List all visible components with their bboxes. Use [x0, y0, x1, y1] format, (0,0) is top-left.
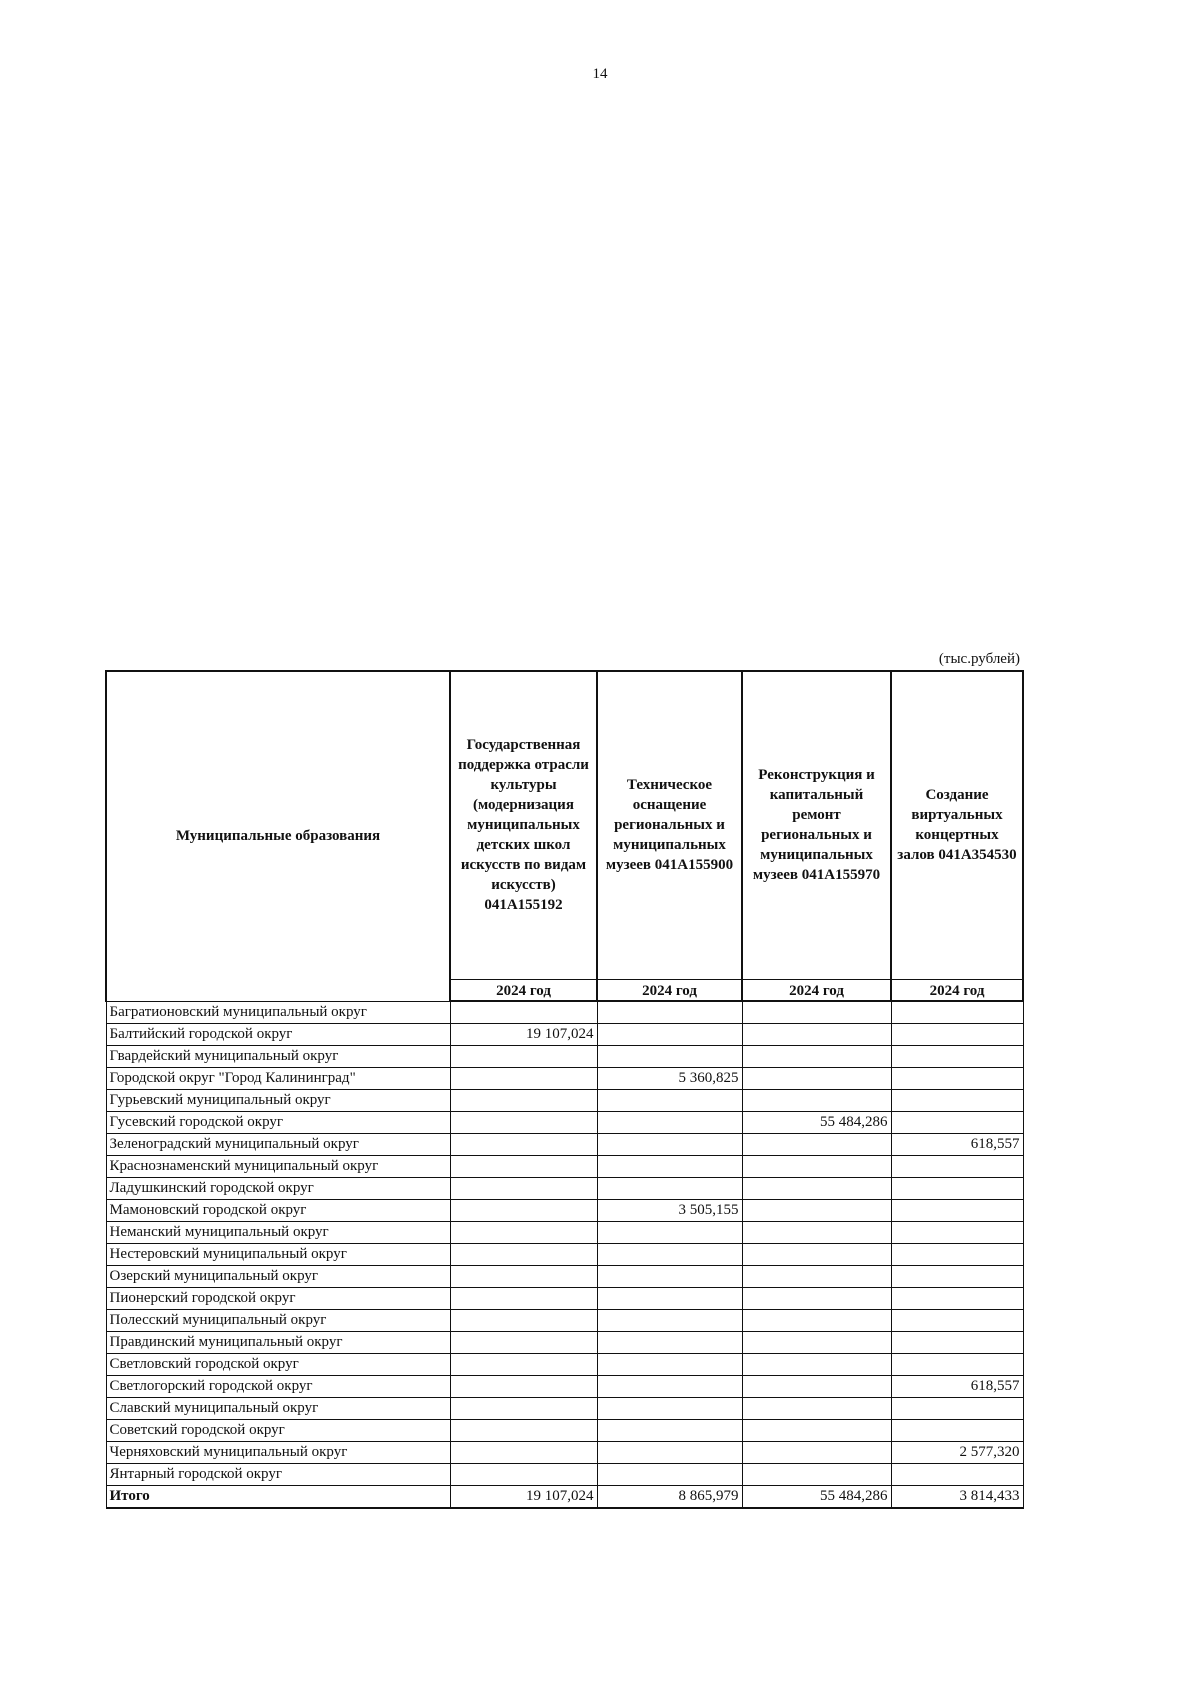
municipality-name: Городской округ "Город Калининград"	[106, 1067, 450, 1089]
amount-cell	[450, 1111, 597, 1133]
amount-cell	[597, 1045, 742, 1067]
table-row	[106, 1331, 1023, 1353]
municipality-name: Нестеровский муниципальный округ	[106, 1243, 450, 1265]
column-header-municipalities: Муниципальные образования	[106, 671, 450, 1001]
table-row	[106, 1089, 1023, 1111]
amount-cell	[450, 1265, 597, 1287]
amount-cell	[891, 1243, 1023, 1265]
municipality-name: Светлогорский городской округ	[106, 1375, 450, 1397]
amount-cell	[891, 1309, 1023, 1331]
table-row	[106, 1111, 1023, 1133]
amount-cell	[597, 1375, 742, 1397]
amount-cell	[891, 1265, 1023, 1287]
total-amount-cell: 3 814,433	[891, 1485, 1023, 1508]
municipality-name: Черняховский муниципальный округ	[106, 1441, 450, 1463]
amount-cell	[597, 1287, 742, 1309]
municipality-name: Советский городской округ	[106, 1419, 450, 1441]
municipality-name: Гусевский городской округ	[106, 1111, 450, 1133]
page-number: 14	[592, 66, 608, 82]
municipality-name: Правдинский муниципальный округ	[106, 1331, 450, 1353]
municipality-name: Гвардейский муниципальный округ	[106, 1045, 450, 1067]
amount-cell	[742, 1177, 891, 1199]
amount-cell	[891, 1419, 1023, 1441]
table-row	[106, 1155, 1023, 1177]
amount-cell	[891, 1199, 1023, 1221]
table-row	[106, 1287, 1023, 1309]
amount-cell	[742, 1045, 891, 1067]
amount-cell	[742, 1309, 891, 1331]
year-header: 2024 год	[450, 979, 597, 1001]
municipality-name: Багратионовский муниципальный округ	[106, 1001, 450, 1023]
municipality-name: Краснознаменский муниципальный округ	[106, 1155, 450, 1177]
amount-cell	[597, 1221, 742, 1243]
amount-cell	[891, 1089, 1023, 1111]
amount-cell	[742, 1221, 891, 1243]
amount-cell: 3 505,155	[597, 1199, 742, 1221]
municipality-name: Гурьевский муниципальный округ	[106, 1089, 450, 1111]
amount-cell	[891, 1001, 1023, 1023]
table-row	[106, 1265, 1023, 1287]
total-row	[106, 1485, 1023, 1508]
municipality-name: Зеленоградский муниципальный округ	[106, 1133, 450, 1155]
amount-cell: 618,557	[891, 1133, 1023, 1155]
amount-cell	[891, 1111, 1023, 1133]
amount-cell	[742, 1331, 891, 1353]
amount-cell	[597, 1397, 742, 1419]
total-amount-cell: 55 484,286	[742, 1485, 891, 1508]
year-header: 2024 год	[742, 979, 891, 1001]
amount-cell	[597, 1353, 742, 1375]
amount-cell	[742, 1133, 891, 1155]
amount-cell	[450, 1001, 597, 1023]
amount-cell	[597, 1331, 742, 1353]
amount-cell	[891, 1155, 1023, 1177]
amount-cell	[450, 1331, 597, 1353]
amount-cell	[450, 1243, 597, 1265]
amount-cell	[891, 1397, 1023, 1419]
year-header: 2024 год	[597, 979, 742, 1001]
municipality-name: Славский муниципальный округ	[106, 1397, 450, 1419]
amount-cell	[891, 1221, 1023, 1243]
municipality-name: Мамоновский городской округ	[106, 1199, 450, 1221]
table-row	[106, 1133, 1023, 1155]
column-header-concert-halls: Создание виртуальных концертных залов 041A354530	[891, 671, 1023, 979]
amount-cell	[597, 1001, 742, 1023]
amount-cell	[597, 1419, 742, 1441]
amount-cell	[742, 1089, 891, 1111]
total-amount-cell: 19 107,024	[450, 1485, 597, 1508]
amount-cell	[742, 1419, 891, 1441]
amount-cell	[597, 1133, 742, 1155]
amount-cell	[742, 1243, 891, 1265]
amount-cell	[450, 1287, 597, 1309]
municipality-name: Озерский муниципальный округ	[106, 1265, 450, 1287]
amount-cell	[742, 1463, 891, 1485]
amount-cell	[450, 1133, 597, 1155]
municipality-name: Пионерский городской округ	[106, 1287, 450, 1309]
municipality-name: Светловский городской округ	[106, 1353, 450, 1375]
amount-cell: 618,557	[891, 1375, 1023, 1397]
amount-cell	[450, 1045, 597, 1067]
amount-cell: 5 360,825	[597, 1067, 742, 1089]
municipality-name: Ладушкинский городской округ	[106, 1177, 450, 1199]
amount-cell	[891, 1023, 1023, 1045]
table-row	[106, 1045, 1023, 1067]
amount-cell	[597, 1463, 742, 1485]
table-row	[106, 1419, 1023, 1441]
amount-cell	[450, 1155, 597, 1177]
table-row	[106, 1375, 1023, 1397]
amount-cell	[891, 1353, 1023, 1375]
amount-cell	[891, 1287, 1023, 1309]
municipality-name: Полесский муниципальный округ	[106, 1309, 450, 1331]
amount-cell	[450, 1309, 597, 1331]
amount-cell	[891, 1331, 1023, 1353]
table-row	[106, 1199, 1023, 1221]
year-header: 2024 год	[891, 979, 1023, 1001]
amount-cell	[742, 1287, 891, 1309]
amount-cell	[891, 1067, 1023, 1089]
amount-cell	[450, 1067, 597, 1089]
amount-cell	[742, 1441, 891, 1463]
municipality-name: Балтийский городской округ	[106, 1023, 450, 1045]
column-header-museum-equipment: Техническое оснащение региональных и муниципальных музеев 041A155900	[597, 671, 742, 979]
amount-cell	[597, 1265, 742, 1287]
amount-cell	[597, 1023, 742, 1045]
amount-cell	[450, 1221, 597, 1243]
amount-cell	[450, 1463, 597, 1485]
amount-cell	[450, 1419, 597, 1441]
table-row	[106, 1221, 1023, 1243]
amount-cell	[742, 1375, 891, 1397]
amount-cell	[742, 1353, 891, 1375]
amount-cell	[450, 1397, 597, 1419]
table-row	[106, 1463, 1023, 1485]
amount-cell	[742, 1023, 891, 1045]
amount-cell	[742, 1397, 891, 1419]
amount-cell: 2 577,320	[891, 1441, 1023, 1463]
table-row	[106, 1001, 1023, 1023]
table-row	[106, 1177, 1023, 1199]
table-row	[106, 1441, 1023, 1463]
amount-cell	[450, 1089, 597, 1111]
amount-cell	[450, 1441, 597, 1463]
amount-cell	[450, 1177, 597, 1199]
municipality-name: Янтарный городской округ	[106, 1463, 450, 1485]
table-body	[106, 1001, 1023, 1508]
amount-cell	[597, 1111, 742, 1133]
table-row	[106, 1067, 1023, 1089]
amount-cell	[450, 1353, 597, 1375]
funding-table	[105, 670, 1024, 1509]
amount-cell	[742, 1001, 891, 1023]
amount-cell	[597, 1177, 742, 1199]
amount-cell	[891, 1177, 1023, 1199]
amount-cell	[742, 1265, 891, 1287]
table-row	[106, 1397, 1023, 1419]
total-label: Итого	[106, 1485, 450, 1508]
amount-cell	[742, 1067, 891, 1089]
amount-cell	[597, 1309, 742, 1331]
amount-cell: 55 484,286	[742, 1111, 891, 1133]
amount-cell	[597, 1089, 742, 1111]
amount-cell	[891, 1463, 1023, 1485]
amount-cell	[450, 1199, 597, 1221]
units-label: (тыс.рублей)	[938, 651, 1020, 667]
table-row	[106, 1243, 1023, 1265]
amount-cell	[742, 1155, 891, 1177]
amount-cell	[742, 1199, 891, 1221]
amount-cell	[450, 1375, 597, 1397]
total-amount-cell: 8 865,979	[597, 1485, 742, 1508]
column-header-schools: Государственная поддержка отрасли культуры (модернизация муниципальных детских школ искусств по видам искусств) 041A155192	[450, 671, 597, 979]
amount-cell	[597, 1441, 742, 1463]
table-row	[106, 1309, 1023, 1331]
table-row	[106, 1023, 1023, 1045]
amount-cell	[597, 1155, 742, 1177]
amount-cell: 19 107,024	[450, 1023, 597, 1045]
table-row	[106, 1353, 1023, 1375]
column-header-museum-repair: Реконструкция и капитальный ремонт региональных и муниципальных музеев 041A155970	[742, 671, 891, 979]
amount-cell	[891, 1045, 1023, 1067]
municipality-name: Неманский муниципальный округ	[106, 1221, 450, 1243]
amount-cell	[597, 1243, 742, 1265]
